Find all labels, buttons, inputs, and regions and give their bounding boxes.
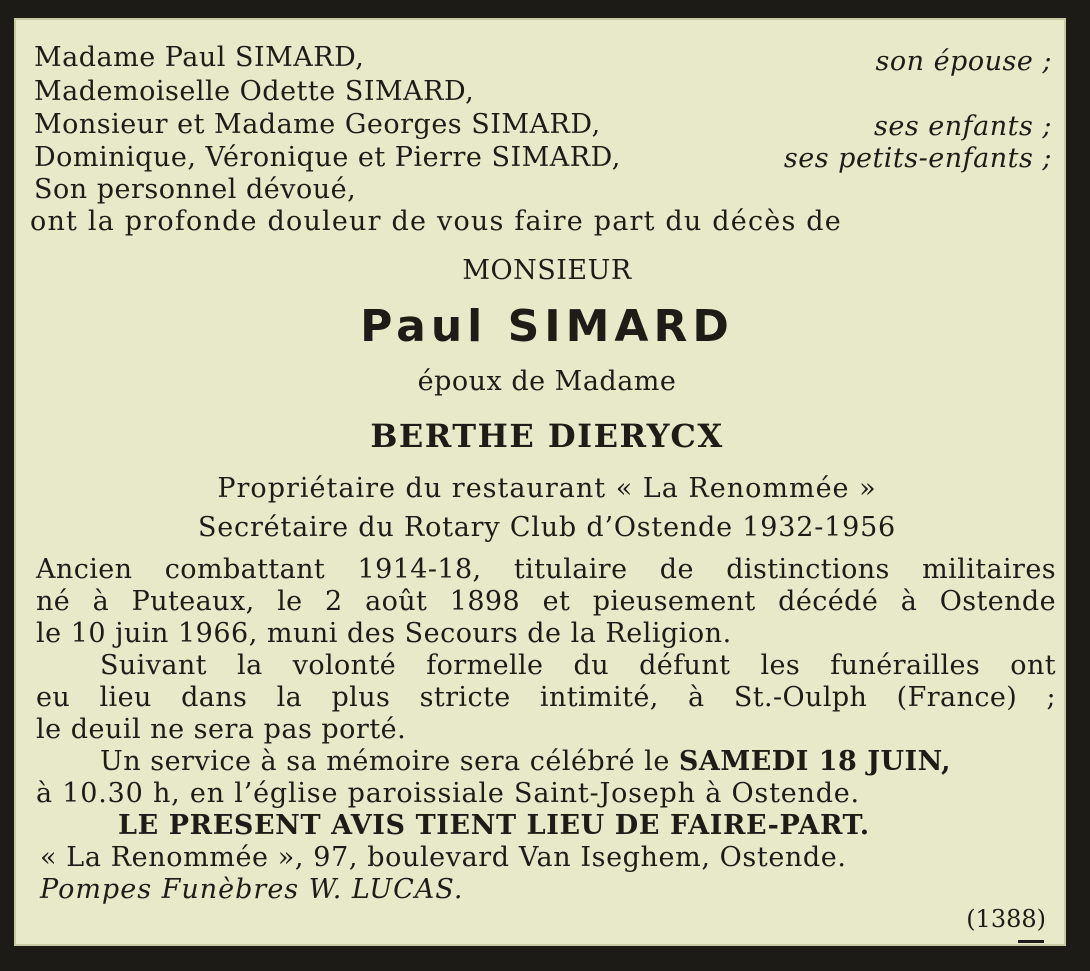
relation-enfants: ses enfants ;: [873, 111, 1052, 142]
reference-number: (1388): [966, 905, 1046, 933]
funeral-line-1: Suivant la volonté formelle du défunt les funérailles ont: [100, 650, 1056, 681]
title-monsieur: MONSIEUR: [462, 255, 632, 286]
service-line-2: à 10.30 h, en l’église paroissiale Saint-Joseph à Ostende.: [36, 778, 860, 809]
bio-line-1: Ancien combattant 1914-18, titulaire de distinctions militaires: [36, 554, 1056, 585]
funeral-line-3: le deuil ne sera pas porté.: [36, 714, 407, 745]
relation-petits-enfants: ses petits-enfants ;: [783, 143, 1052, 174]
family-line-2: Mademoiselle Odette SIMARD,: [34, 76, 475, 107]
bio-line-2: né à Puteaux, le 2 août 1898 et pieusement décédé à Ostende: [36, 586, 1056, 617]
service-line-1: [100, 746, 951, 778]
bio-line-3: le 10 juin 1966, muni des Secours de la Religion.: [36, 618, 732, 649]
spouse-intro: époux de Madame: [417, 366, 677, 397]
announcement-line: ont la profonde douleur de vous faire part du décès de: [30, 206, 842, 237]
funeral-line-2: eu lieu dans la plus stricte intimité, à St.-Oulph (France) ;: [36, 682, 1056, 713]
address-line: « La Renommée », 97, boulevard Van Iseghem, Ostende.: [40, 842, 847, 873]
family-line-5: Son personnel dévoué,: [34, 174, 357, 205]
family-line-3: Monsieur et Madame Georges SIMARD,: [34, 109, 601, 140]
spouse-name: BERTHE DIERYCX: [370, 417, 724, 455]
service-text: Un service à sa mémoire sera célébré le: [100, 746, 679, 777]
family-line-4: Dominique, Véronique et Pierre SIMARD,: [34, 142, 621, 173]
service-date: SAMEDI 18 JUIN,: [678, 746, 952, 777]
funeral-home: Pompes Funèbres W. LUCAS.: [40, 874, 464, 905]
faire-part-notice: LE PRESENT AVIS TIENT LIEU DE FAIRE-PART.: [118, 810, 870, 841]
obituary-notice: [14, 18, 1066, 946]
role-rotary: Secrétaire du Rotary Club d’Ostende 1932-1956: [197, 512, 897, 543]
family-line-1: Madame Paul SIMARD,: [34, 42, 365, 73]
role-restaurant: Propriétaire du restaurant « La Renommée »: [217, 473, 877, 504]
relation-epouse: son épouse ;: [875, 46, 1052, 77]
corner-dash: [1018, 940, 1044, 943]
deceased-name: Paul SIMARD: [360, 301, 734, 352]
